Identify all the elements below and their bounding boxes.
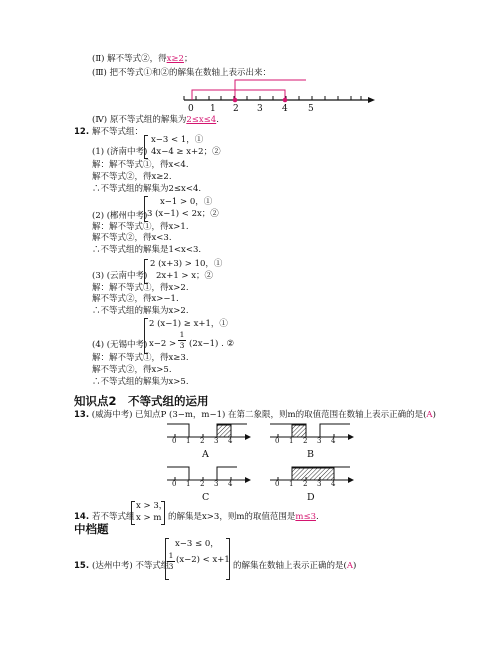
- q12-2-eq1: x−1 > 0，①: [160, 197, 213, 207]
- q12-3-eq1: 2 (x+3) > 10，①: [150, 259, 223, 269]
- q13-stem: (威海中考) 已知点P (3−m，m−1) 在第二象限，则m的取值范围在数轴上表示正确的是(: [91, 410, 427, 420]
- q15-label: (达州中考) 不等式组: [92, 561, 170, 571]
- b-tick-3: 3: [317, 437, 322, 445]
- q14-answer: m≤3: [295, 512, 316, 522]
- q15-fraction: [167, 552, 175, 570]
- option-a-label[interactable]: A: [202, 449, 209, 460]
- option-d-label[interactable]: D: [307, 492, 315, 503]
- option-b-label[interactable]: B: [307, 449, 314, 460]
- option-a-number-line: [167, 421, 251, 443]
- number-line-top: [178, 78, 378, 120]
- q14-end: .: [315, 512, 319, 522]
- q12-4-eq2-left: x−2 >: [149, 339, 177, 349]
- q14-mid: 的解集是x>3，则m的取值范围是: [168, 512, 296, 522]
- q15-eq2: (x−2) < x+1: [176, 555, 230, 565]
- q14-tail: [168, 513, 319, 522]
- q13-number: 13.: [74, 410, 90, 420]
- option-b-number-line: [270, 421, 354, 443]
- q12-3-result: ∴不等式组的解集为x>2.: [92, 306, 189, 316]
- axis-tick-0: 0: [188, 104, 194, 114]
- q12-1-brace: [144, 135, 148, 159]
- a-tick-0: 0: [172, 437, 177, 445]
- option-c-number-line: [167, 464, 251, 486]
- q12-4-fraction-numerator: 1: [179, 330, 185, 339]
- q12-prompt: 解不等式组：: [92, 127, 144, 137]
- q13-text: [74, 411, 436, 420]
- q12-1-result: ∴不等式组的解集为2≤x<4.: [92, 184, 202, 194]
- q12-2-step2: 解不等式②，得x<3.: [92, 233, 172, 243]
- q12-3-step1: 解：解不等式①，得x>2.: [92, 283, 189, 293]
- c-tick-4: 4: [228, 480, 233, 488]
- c-tick-3: 3: [214, 480, 219, 488]
- q12-4-label: (4) (无锡中考): [92, 340, 148, 350]
- q15-eq1: x−3 ≤ 0，: [175, 539, 219, 549]
- axis-tick-5: 5: [308, 104, 314, 114]
- q15-number: 15.: [74, 561, 90, 571]
- q12-3-step2: 解不等式②，得x>−1.: [92, 294, 179, 304]
- q12-3-label: (3) (云南中考): [92, 271, 148, 281]
- q14-eq1: x > 3，: [136, 501, 168, 511]
- d-tick-0: 0: [275, 480, 280, 488]
- a-tick-2: 2: [200, 437, 205, 445]
- q15-fraction-numerator: 1: [168, 551, 174, 560]
- a-tick-1: 1: [186, 437, 191, 445]
- q14-eq2: x > m: [136, 513, 162, 523]
- q12-number: 12.: [74, 127, 90, 137]
- d-tick-4: 4: [331, 480, 336, 488]
- step-2-text: (Ⅱ) 解不等式②，得: [92, 54, 167, 64]
- d-tick-1: 1: [289, 480, 294, 488]
- step-2-answer: x≥2: [166, 54, 184, 64]
- d-tick-2: 2: [303, 480, 308, 488]
- q12-4-result: ∴不等式组的解集为x>5.: [92, 377, 189, 387]
- option-c-label[interactable]: C: [202, 492, 210, 503]
- q12-4-eq1: 2 (x−1) ≥ x+1，①: [149, 319, 228, 329]
- step-4: [92, 116, 219, 125]
- c-tick-0: 0: [172, 480, 177, 488]
- q13-close: ): [432, 410, 436, 420]
- step-4-text: (Ⅳ) 原不等式组的解集为: [92, 115, 187, 125]
- q15-answer: A: [346, 561, 353, 571]
- q12-2-result: ∴不等式组的解集是1<x<3.: [92, 245, 202, 255]
- q12-4-eq2-right: (2x−1) . ②: [189, 339, 235, 349]
- step-2: [92, 55, 192, 64]
- mid-level-heading: 中档题: [74, 522, 109, 536]
- c-tick-2: 2: [200, 480, 205, 488]
- axis-tick-1: 1: [210, 104, 216, 114]
- q12-4-brace: [144, 318, 148, 354]
- step-3: (Ⅲ) 把不等式①和②的解集在数轴上表示出来：: [92, 68, 272, 78]
- a-tick-3: 3: [214, 437, 219, 445]
- a-tick-4: 4: [228, 437, 233, 445]
- q12-1-step1: 解：解不等式①，得x<4.: [92, 160, 189, 170]
- d-tick-3: 3: [317, 480, 322, 488]
- q12-3-eq2: 2x+1 > x；②: [156, 271, 214, 281]
- q15-fraction-denominator: 3: [168, 561, 174, 571]
- section-heading: 知识点2 不等式组的运用: [74, 394, 209, 408]
- q13-answer: A: [426, 410, 433, 420]
- b-tick-0: 0: [275, 437, 280, 445]
- b-tick-2: 2: [303, 437, 308, 445]
- q12-1-step2: 解不等式②，得x≥2.: [92, 172, 172, 182]
- step-2-end: ；: [183, 54, 193, 64]
- q12-2-label: (2) (郴州中考): [92, 211, 148, 221]
- q14-brace-right: [161, 501, 165, 525]
- b-tick-1: 1: [289, 437, 294, 445]
- q12-4-step2: 解不等式②，得x>5.: [92, 365, 172, 375]
- q12-1-label: (1) (济南中考): [92, 147, 148, 157]
- option-d-number-line: [270, 464, 354, 486]
- axis-tick-2: 2: [233, 104, 239, 114]
- step-4-answer: 2≤x≤4: [186, 115, 217, 125]
- axis-tick-3: 3: [257, 104, 263, 114]
- q12-4-fraction: [178, 331, 186, 349]
- q12-2-step1: 解：解不等式①，得x>1.: [92, 222, 189, 232]
- q12-3-brace: [144, 259, 148, 284]
- b-tick-4: 4: [331, 437, 336, 445]
- q12-1-eq2: 4x−4 ≥ x+2；②: [151, 147, 221, 157]
- q14-brace-left: [131, 501, 135, 525]
- step-4-end: .: [216, 115, 219, 125]
- q12-4-step1: 解：解不等式①，得x≥3.: [92, 353, 189, 363]
- q12-4-fraction-denominator: 3: [179, 340, 185, 350]
- q14-number: 14.: [74, 512, 90, 522]
- q15-close: ): [352, 561, 357, 571]
- q15-brace-right: [226, 538, 230, 580]
- q14-pre: 若不等式组: [92, 512, 135, 522]
- q12-2-eq2: 3 (x−1) < 2x；②: [147, 209, 219, 219]
- axis-tick-4: 4: [282, 104, 288, 114]
- q15-tail-text: 的解集在数轴上表示正确的是(: [233, 561, 347, 571]
- q15-tail: [233, 562, 356, 571]
- c-tick-1: 1: [186, 480, 191, 488]
- q12-1-eq1: x−3 < 1，①: [151, 135, 204, 145]
